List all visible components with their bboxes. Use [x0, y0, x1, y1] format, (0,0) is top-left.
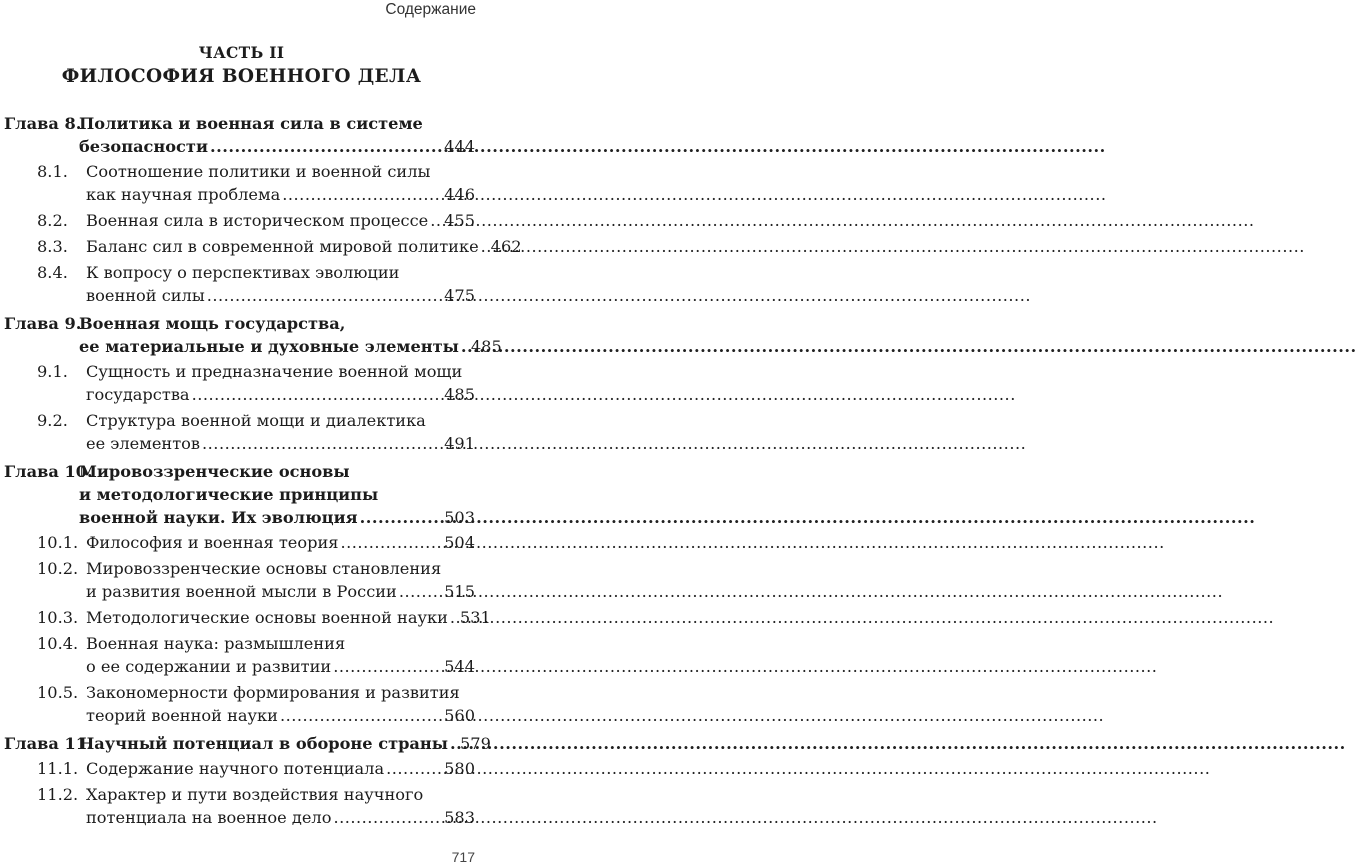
section-title: [86, 235, 522, 258]
dot-leader: [280, 704, 442, 727]
title-line: как научная проблема: [86, 185, 281, 204]
page-ref: 503: [444, 508, 475, 527]
dot-leader: [210, 135, 442, 158]
page-ref: 544: [444, 657, 475, 676]
title-last-line: [79, 135, 475, 158]
title-last-line: [86, 284, 475, 307]
toc-section-entry[interactable]: [0, 261, 483, 307]
title-line: Военная сила в историческом процессе: [86, 211, 429, 230]
page-ref: 560: [444, 706, 475, 725]
title-last-line: [86, 655, 475, 678]
section-number: 8.4.: [37, 263, 68, 282]
running-head: Содержание: [385, 1, 476, 18]
page-ref: 531: [459, 608, 491, 627]
title-last-line: [86, 383, 475, 406]
title-last-line: [86, 432, 475, 455]
part-title: ФИЛОСОФИЯ ВОЕННОГО ДЕЛА: [61, 66, 422, 87]
dot-leader: [202, 432, 442, 455]
title-line: государства: [86, 385, 190, 404]
chapter-number: Глава 8.: [4, 114, 82, 133]
toc-section-entry[interactable]: [0, 632, 483, 678]
dot-leader: [450, 606, 458, 629]
title-line: и развития военной мысли в России: [86, 582, 397, 601]
title-last-line: [79, 506, 475, 529]
dot-leader: [399, 580, 442, 603]
section-number: 10.3.: [37, 608, 79, 627]
section-title: [86, 531, 483, 554]
section-number: 8.3.: [37, 237, 68, 256]
section-title: [86, 757, 483, 780]
title-last-line: [86, 235, 522, 258]
title-last-line: [86, 757, 475, 780]
title-last-line: [86, 531, 475, 554]
title-last-line: [86, 606, 491, 629]
section-number: 10.4.: [37, 634, 79, 653]
toc-chapter-entry[interactable]: [0, 460, 483, 529]
title-line: военной силы: [86, 286, 205, 305]
title-line: Сущность и предназначение военной мощи: [86, 362, 463, 381]
section-number: 10.5.: [37, 683, 79, 702]
section-title: [86, 409, 483, 455]
toc-section-entry[interactable]: [0, 557, 483, 603]
title-line: Научный потенциал в обороне страны: [79, 734, 448, 753]
title-line: военной науки. Их эволюция: [79, 508, 358, 527]
toc-section-entry[interactable]: [0, 160, 483, 206]
title-last-line: [86, 704, 475, 727]
section-title: [86, 360, 483, 406]
title-line: потенциала на военное дело: [86, 808, 332, 827]
section-number: 8.2.: [37, 211, 68, 230]
title-line: Философия и военная теория: [86, 533, 339, 552]
page-ref: 446: [444, 185, 475, 204]
page-ref: 491: [444, 434, 475, 453]
title-line: безопасности: [79, 137, 208, 156]
title-line: Методологические основы военной науки: [86, 608, 448, 627]
title-line: ее материальные и духовные элементы: [79, 337, 459, 356]
page-ref: 579: [459, 734, 491, 753]
title-line: Соотношение политики и военной силы: [86, 162, 431, 181]
page-ref: 462: [490, 237, 522, 256]
title-line: и методологические принципы: [79, 485, 379, 504]
dot-leader: [461, 335, 469, 358]
section-number: 11.1.: [37, 759, 79, 778]
page-ref: 580: [444, 759, 475, 778]
title-last-line: [79, 732, 491, 755]
page-ref: 475: [444, 286, 475, 305]
section-title: [86, 557, 483, 603]
toc-chapter-entry[interactable]: [0, 112, 483, 158]
page-ref: 583: [444, 808, 475, 827]
title-last-line: [86, 580, 475, 603]
section-title: [86, 606, 491, 629]
page-number: 717: [451, 849, 475, 865]
title-line: Характер и пути воздействия научного: [86, 785, 424, 804]
dot-leader: [333, 806, 442, 829]
chapter-number: Глава 9.: [4, 314, 82, 333]
dot-leader: [282, 183, 442, 206]
chapter-title: [79, 112, 483, 158]
section-number: 9.2.: [37, 411, 68, 430]
toc-section-entry[interactable]: [0, 209, 483, 232]
title-line: теорий военной науки: [86, 706, 278, 725]
toc-section-entry[interactable]: [0, 681, 483, 727]
toc-section-entry[interactable]: [0, 531, 483, 554]
title-line: Политика и военная сила в системе: [79, 114, 423, 133]
page-ref: 455: [444, 211, 475, 230]
section-number: 11.2.: [37, 785, 79, 804]
dot-leader: [333, 655, 442, 678]
part-label: ЧАСТЬ II: [198, 43, 285, 62]
toc-chapter-entry[interactable]: [0, 732, 491, 755]
title-last-line: [79, 335, 502, 358]
page-ref: 515: [444, 582, 475, 601]
chapter-title: [79, 312, 502, 358]
title-line: Закономерности формирования и развития: [86, 683, 460, 702]
chapter-number: Глава 11.: [4, 734, 93, 753]
section-title: [86, 783, 483, 829]
dot-leader: [386, 757, 442, 780]
dot-leader: [481, 235, 489, 258]
title-line: Мировоззренческие основы становления: [86, 559, 442, 578]
title-last-line: [86, 806, 475, 829]
title-line: Структура военной мощи и диалектика: [86, 411, 426, 430]
chapter-title: [79, 732, 491, 755]
section-title: [86, 632, 483, 678]
page-ref: 444: [444, 137, 475, 156]
dot-leader: [360, 506, 443, 529]
title-line: о ее содержании и развитии: [86, 657, 332, 676]
title-line: Военная наука: размышления: [86, 634, 346, 653]
chapter-number: Глава 10.: [4, 462, 93, 481]
toc-section-entry[interactable]: [0, 783, 483, 829]
section-title: [86, 160, 483, 206]
section-title: [86, 209, 483, 232]
toc-section-entry[interactable]: [0, 360, 483, 406]
section-number: 10.2.: [37, 559, 79, 578]
section-number: 9.1.: [37, 362, 68, 381]
table-of-contents: [0, 107, 522, 832]
title-line: Баланс сил в современной мировой политике: [86, 237, 479, 256]
section-title: [86, 261, 483, 307]
title-line: ее элементов: [86, 434, 201, 453]
title-line: Военная мощь государства,: [79, 314, 346, 333]
section-number: 8.1.: [37, 162, 68, 181]
dot-leader: [192, 383, 443, 406]
title-line: К вопросу о перспективах эволюции: [86, 263, 400, 282]
dot-leader: [341, 531, 443, 554]
chapter-title: [79, 460, 483, 529]
title-line: Мировоззренческие основы: [79, 462, 350, 481]
page-ref: 504: [444, 533, 475, 552]
toc-section-entry[interactable]: [0, 409, 483, 455]
dot-leader: [207, 284, 442, 307]
toc-section-entry[interactable]: [0, 757, 483, 780]
section-title: [86, 681, 483, 727]
page-ref: 485: [444, 385, 475, 404]
toc-section-entry[interactable]: [0, 235, 522, 258]
title-line: Содержание научного потенциала: [86, 759, 385, 778]
page-ref: 485: [470, 337, 502, 356]
toc-chapter-entry[interactable]: [0, 312, 502, 358]
title-last-line: [86, 183, 475, 206]
title-last-line: [86, 209, 475, 232]
section-number: 10.1.: [37, 533, 79, 552]
dot-leader: [430, 209, 442, 232]
dot-leader: [450, 732, 458, 755]
toc-section-entry[interactable]: [0, 606, 491, 629]
